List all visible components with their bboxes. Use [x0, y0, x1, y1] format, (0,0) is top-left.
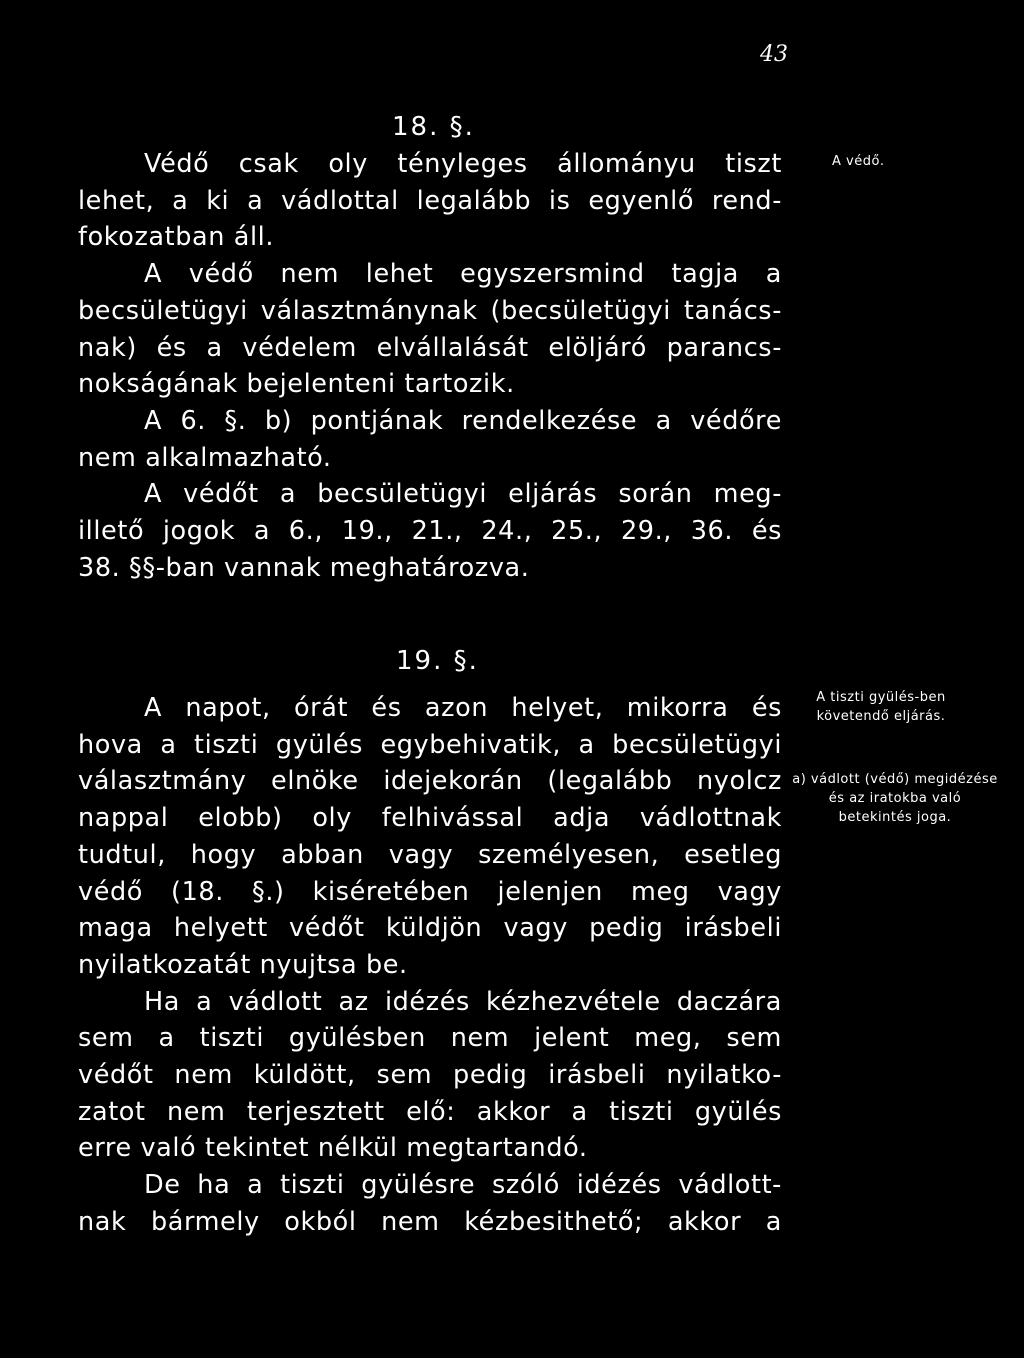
text-line: Védő csak oly tényleges állományu tiszt: [144, 149, 782, 179]
text-line: nyilatkozatát nyujtsa be.: [78, 949, 408, 980]
text-line: De ha a tiszti gyülésre szóló idézés vádlott-: [144, 1170, 782, 1201]
text-line: A védő nem lehet egyszersmind tagja a: [144, 259, 782, 290]
text-line: illető jogok a 6., 19., 21., 24., 25., 29., 36. és: [78, 516, 782, 547]
text-line: A napot, órát és azon helyet, mikorra és: [144, 693, 782, 723]
text-line: Ha a vádlott az idézés kézhezvétele daczára: [144, 986, 782, 1017]
text-line: maga helyett védőt küldjön vagy pedig irásbeli: [78, 913, 782, 944]
text-line: nak bármely okból nem kézbesithető; akkor a: [78, 1206, 782, 1237]
page-number: 43: [760, 42, 788, 67]
text-line: nak) és a védelem elvállalását elöljáró parancs-: [78, 332, 782, 363]
margin-note-defender: A védő.: [832, 154, 885, 169]
text-line: becsületügyi választmánynak (becsületügyi tanács-: [78, 295, 782, 326]
margin-note-assembly-procedure: A tiszti gyülés-ben követendő eljárás.: [816, 690, 946, 724]
section-18-heading: 18. §.: [392, 112, 475, 142]
text-line: 38. §§-ban vannak meghatározva.: [78, 552, 530, 583]
text-line: védőt nem küldött, sem pedig irásbeli nyilatko-: [78, 1060, 782, 1091]
text-line: lehet, a ki a vádlottal legalább is egyenlő rend-: [78, 185, 782, 216]
margin-note-summons: a) vádlott (védő) megidézése és az iratokba való betekintés joga.: [792, 772, 998, 825]
section-19-body: [78, 690, 782, 1241]
text-line: A 6. §. b) pontjának rendelkezése a védőre: [144, 405, 782, 436]
section-19-heading: 19. §.: [396, 646, 479, 676]
text-line: nem alkalmazható.: [78, 442, 332, 473]
text-line: sem a tiszti gyülésben nem jelent meg, sem: [78, 1023, 782, 1054]
text-line: nokságának bejelenteni tartozik.: [78, 369, 515, 400]
text-line: nappal elobb) oly felhivással adja vádlottnak: [78, 803, 782, 834]
text-line: zatot nem terjesztett elő: akkor a tiszti gyülés: [78, 1096, 782, 1127]
section-18-body: [78, 146, 782, 586]
text-line: hova a tiszti gyülés egybehivatik, a becsületügyi: [78, 729, 782, 760]
text-line: tudtul, hogy abban vagy személyesen, esetleg: [78, 839, 782, 870]
text-line: védő (18. §.) kiséretében jelenjen meg vagy: [78, 876, 782, 907]
text-line: fokozatban áll.: [78, 222, 275, 253]
text-line: erre való tekintet nélkül megtartandó.: [78, 1133, 588, 1164]
text-line: választmány elnöke idejekorán (legalább nyolcz: [78, 766, 782, 797]
text-line: A védőt a becsületügyi eljárás során meg-: [144, 479, 782, 510]
